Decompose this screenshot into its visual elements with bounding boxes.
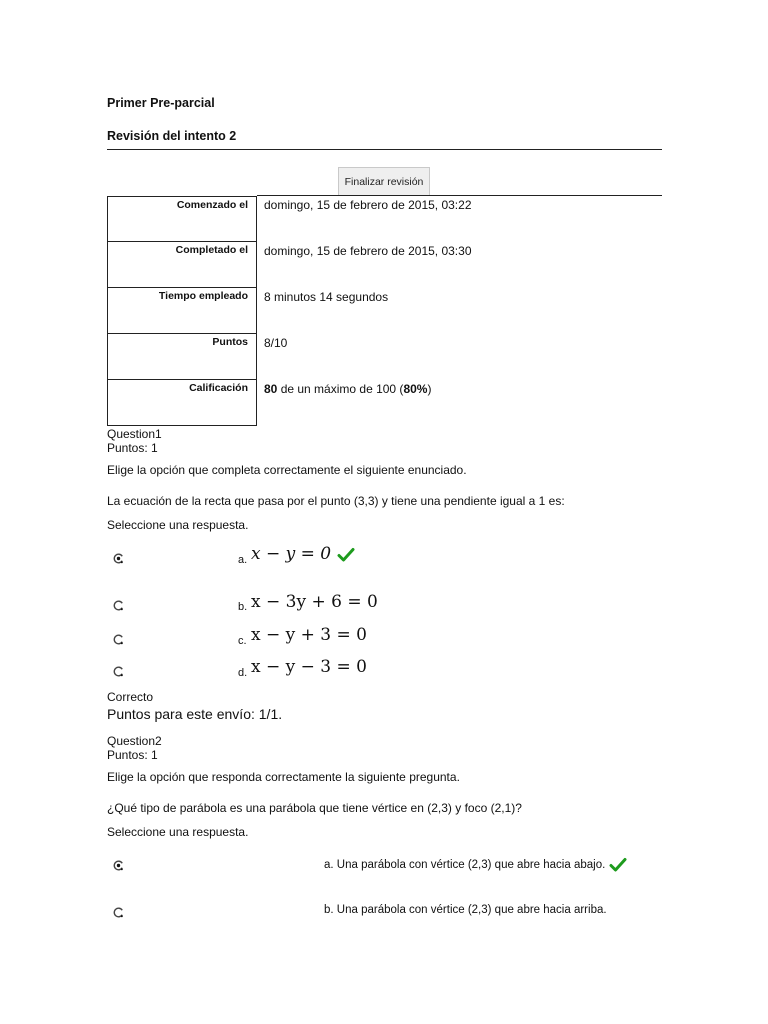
question-2-points: Puntos: 1	[107, 748, 158, 762]
question-1-header	[107, 427, 162, 455]
question-2-option-a	[324, 857, 627, 873]
grade-score: 80	[264, 382, 278, 396]
question-2-header	[107, 734, 162, 762]
question-2-option-a-text: a. Una parábola con vértice (2,3) que abre hacia abajo.	[324, 859, 606, 872]
started-label: Comenzado el	[107, 196, 257, 242]
finish-review-button[interactable]: Finalizar revisión	[338, 167, 430, 195]
radio-unselected-icon[interactable]	[113, 907, 124, 918]
points-label: Puntos	[107, 334, 257, 380]
grade-middle: de un máximo de 100 (	[277, 382, 404, 396]
completed-label: Completado el	[107, 242, 257, 288]
time-label: Tiempo empleado	[107, 288, 257, 334]
attempt-title: Revisión del intento 2	[107, 129, 237, 143]
grade-percent: 80%	[403, 382, 428, 396]
question-2-statement: ¿Qué tipo de parábola es una parábola que tiene vértice en (2,3) y foco (2,1)?	[107, 801, 522, 815]
radio-selected-icon[interactable]	[113, 553, 124, 564]
grade-end: )	[427, 382, 432, 396]
question-1-option-b-formula: x − 3y + 6 = 0	[251, 592, 378, 612]
formula-a-text: x − y = 0	[251, 544, 332, 564]
question-1-instruction: Elige la opción que completa correctamente el siguiente enunciado.	[107, 463, 467, 477]
header-divider	[107, 149, 662, 150]
question-2-title: Question2	[107, 734, 162, 748]
question-1-prompt: Seleccione una respuesta.	[107, 518, 249, 532]
started-value: domingo, 15 de febrero de 2015, 03:22	[264, 198, 472, 212]
question-1-option-a-letter: a.	[238, 554, 248, 566]
question-1-option-d-formula: x − y − 3 = 0	[251, 657, 367, 677]
time-value: 8 minutos 14 segundos	[264, 290, 389, 304]
question-1-points: Puntos: 1	[107, 441, 158, 455]
radio-unselected-icon[interactable]	[113, 634, 124, 645]
question-1-feedback: Correcto	[107, 690, 154, 704]
question-2-option-b-text: b. Una parábola con vértice (2,3) que abre hacia arriba.	[324, 904, 607, 916]
checkmark-icon	[609, 857, 627, 873]
question-1-option-b-letter: b.	[238, 601, 248, 613]
grade-label: Calificación	[107, 380, 257, 426]
radio-unselected-icon[interactable]	[113, 666, 124, 677]
summary-top-divider	[257, 195, 662, 196]
question-1-score-message: Puntos para este envío: 1/1.	[107, 706, 283, 722]
points-value: 8/10	[264, 336, 288, 350]
question-1-option-c-letter: c.	[238, 635, 247, 647]
radio-selected-icon[interactable]	[113, 860, 124, 871]
radio-unselected-icon[interactable]	[113, 600, 124, 611]
question-2-prompt: Seleccione una respuesta.	[107, 825, 249, 839]
question-1-title: Question1	[107, 427, 162, 441]
completed-value: domingo, 15 de febrero de 2015, 03:30	[264, 244, 472, 258]
question-1-option-c-formula: x − y + 3 = 0	[251, 625, 367, 645]
grade-value	[264, 382, 431, 396]
question-2-instruction: Elige la opción que responda correctamente la siguiente pregunta.	[107, 770, 460, 784]
question-1-option-a-formula	[251, 544, 355, 564]
question-1-option-d-letter: d.	[238, 667, 248, 679]
checkmark-icon	[337, 547, 355, 563]
question-1-statement: La ecuación de la recta que pasa por el punto (3,3) y tiene una pendiente igual a 1 es:	[107, 494, 565, 508]
quiz-title: Primer Pre-parcial	[107, 96, 215, 110]
